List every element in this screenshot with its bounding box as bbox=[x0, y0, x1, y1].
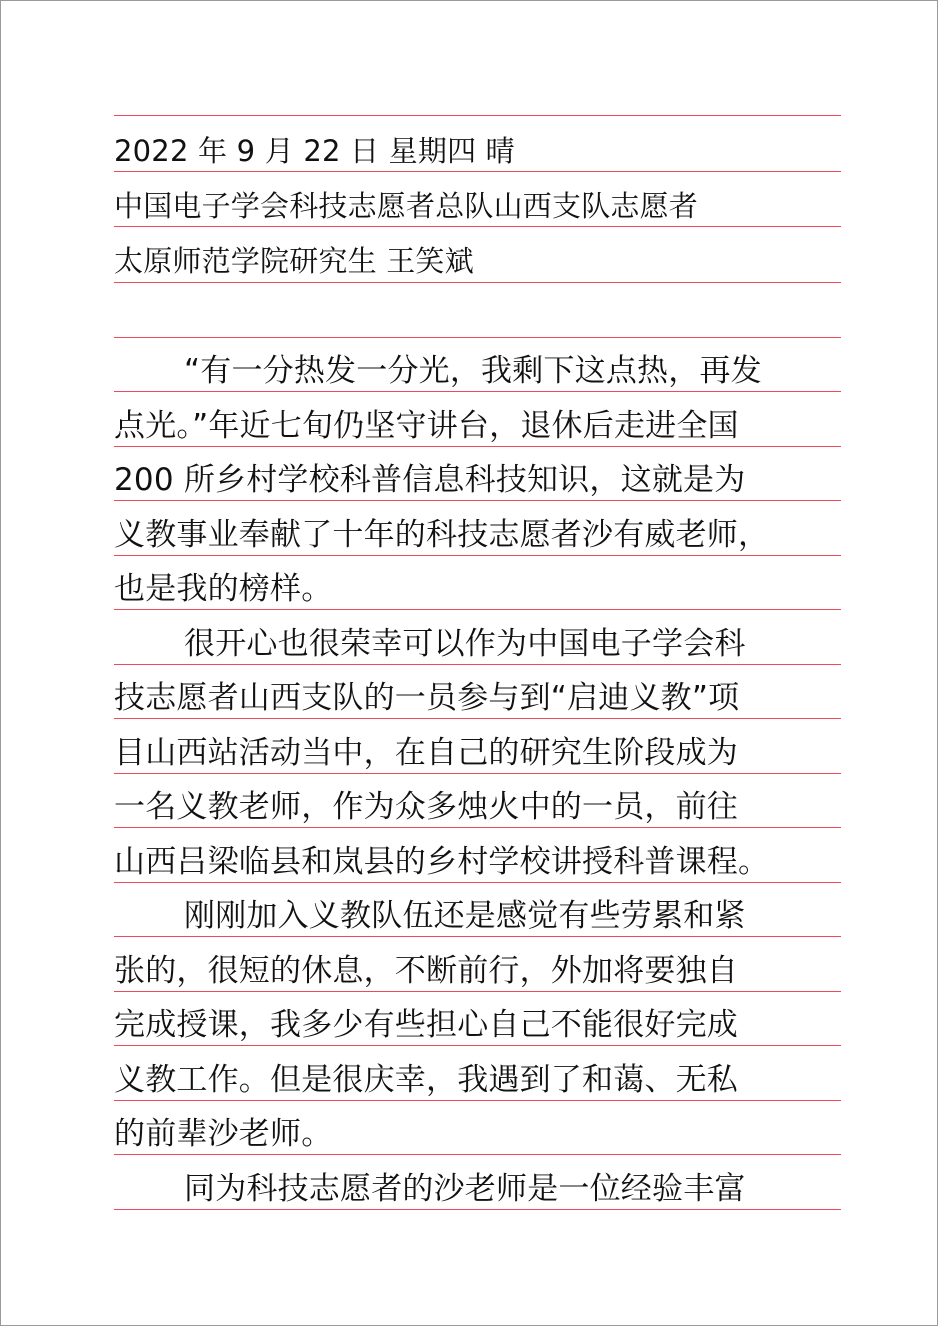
paragraph-line: 完成授课，我多少有些担心自己不能很好完成 bbox=[114, 1007, 738, 1043]
paragraph-line: 义教工作。但是很庆幸，我遇到了和蔼、无私 bbox=[114, 1062, 738, 1098]
date-weather-line: 2022 年 9 月 22 日 星期四 晴 bbox=[114, 134, 515, 168]
paragraph-line: 刚刚加入义教队伍还是感觉有些劳累和紧 bbox=[184, 898, 746, 934]
paragraph-line: 很开心也很荣幸可以作为中国电子学会科 bbox=[184, 626, 746, 662]
paragraph-line: 义教事业奉献了十年的科技志愿者沙有威老师， bbox=[114, 517, 770, 553]
paragraph-line: 一名义教老师，作为众多烛火中的一员，前往 bbox=[114, 789, 738, 825]
paragraph-line: 也是我的榜样。 bbox=[114, 571, 333, 607]
paragraph-line: 的前辈沙老师。 bbox=[114, 1116, 333, 1152]
author-line: 太原师范学院研究生 王笑斌 bbox=[114, 244, 474, 278]
paragraph-line: 张的，很短的休息，不断前行，外加将要独自 bbox=[114, 953, 738, 989]
paragraph-line: 技志愿者山西支队的一员参与到“启迪义教”项 bbox=[114, 680, 740, 716]
organization-line: 中国电子学会科技志愿者总队山西支队志愿者 bbox=[114, 189, 699, 223]
paragraph-line: 同为科技志愿者的沙老师是一位经验丰富 bbox=[184, 1171, 746, 1207]
rule-line bbox=[114, 337, 841, 338]
rule-line bbox=[114, 115, 841, 116]
paragraph-line: 200 所乡村学校科普信息科技知识，这就是为 bbox=[114, 462, 746, 498]
paragraph-line: 山西吕梁临县和岚县的乡村学校讲授科普课程。 bbox=[114, 844, 770, 880]
paragraph-line: 目山西站活动当中，在自己的研究生阶段成为 bbox=[114, 735, 738, 771]
paragraph-line: “有一分热发一分光，我剩下这点热，再发 bbox=[184, 353, 762, 389]
paragraph-line: 点光。”年近七旬仍坚守讲台，退休后走进全国 bbox=[114, 408, 739, 444]
